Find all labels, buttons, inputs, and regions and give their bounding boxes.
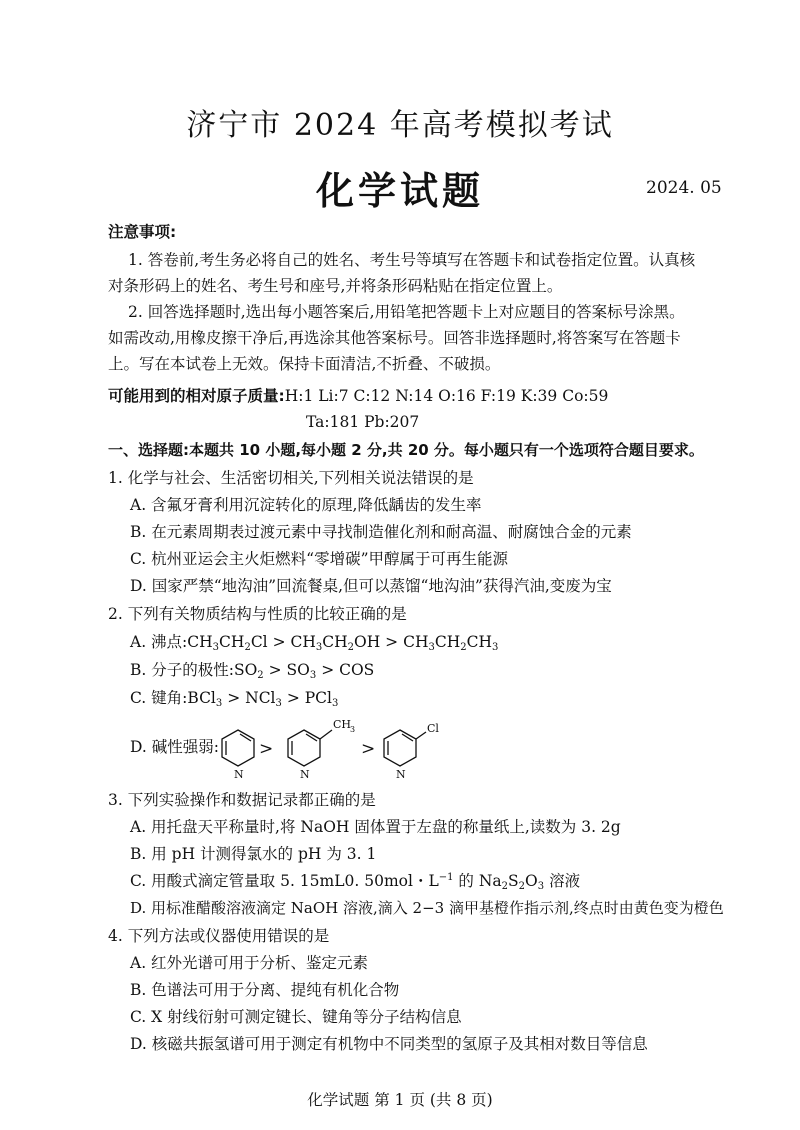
section-1-heading: 一、选择题:本题共 10 小题,每小题 2 分,共 20 分。每小题只有一个选项符合题目要求。 <box>108 441 704 459</box>
q1-stem: 1. 化学与社会、生活密切相关,下列相关说法错误的是 <box>108 469 474 487</box>
q2-option-d-structures <box>130 712 550 782</box>
q3-option-a: A. 用托盘天平称量时,将 NaOH 固体置于左盘的称量纸上,读数为 3. 2g <box>130 818 621 836</box>
q2-option-d-label: D. 碱性强弱: <box>130 738 219 756</box>
atomic-masses-values-2: Ta:181 Pb:207 <box>306 413 420 431</box>
q4-option-b: B. 色谱法可用于分离、提纯有机化合物 <box>130 981 400 999</box>
notice-item-2-line-2: 如需改动,用橡皮擦干净后,再选涂其他答案标号。回答非选择题时,将答案写在答题卡 <box>108 329 681 347</box>
exam-title: 济宁市 2024 年高考模拟考试 <box>186 108 614 143</box>
methylpyridine-ring <box>288 730 332 766</box>
pyridine-1-n: N <box>234 768 244 781</box>
atomic-masses-label: 可能用到的相对原子质量: <box>108 387 285 405</box>
q3-option-d: D. 用标准醋酸溶液滴定 NaOH 溶液,滴入 2−3 滴甲基橙作指示剂,终点时由黄色变为橙色 <box>130 899 724 917</box>
chloro-label: Cl <box>427 722 439 735</box>
atomic-masses-line-1 <box>108 386 608 406</box>
notice-item-2-line-3: 上。写在本试卷上无效。保持卡面清洁,不折叠、不破损。 <box>108 355 501 373</box>
notice-item-2-line-1: 2. 回答选择题时,选出每小题答案后,用铅笔把答题卡上对应题目的答案标号涂黑。 <box>128 303 685 321</box>
q2-option-c: C. 键角:BCl$_3$ > NCl$_3$ > PCl$_3$ <box>130 689 339 709</box>
q1-option-a: A. 含氟牙膏利用沉淀转化的原理,降低龋齿的发生率 <box>130 496 482 514</box>
q1-option-b: B. 在元素周期表过渡元素中寻找制造催化剂和耐高温、耐腐蚀合金的元素 <box>130 523 632 541</box>
q4-stem: 4. 下列方法或仪器使用错误的是 <box>108 927 330 945</box>
q3-option-b: B. 用 pH 计测得氯水的 pH 为 3. 1 <box>130 845 377 863</box>
chloropyridine-ring <box>384 730 426 766</box>
q1-option-c: C. 杭州亚运会主火炬燃料“零增碳”甲醇属于可再生能源 <box>130 550 509 568</box>
methyl-label: CH <box>333 718 352 731</box>
pyridine-structures-figure <box>130 712 550 782</box>
q2-option-a: A. 沸点$:CH_3CH_2Cl > CH_3CH_2OH > CH_3CH_2CH_3$ <box>130 633 499 653</box>
q3-option-c: C. 用酸式滴定管量取 5. 15mL0. 50mol・$L^{-1}$ 的 $Na_2S_2O_3$ 溶液 <box>130 872 581 892</box>
gt-sign-2: > <box>361 739 376 759</box>
q4-option-c: C. X 射线衍射可测定键长、键角等分子结构信息 <box>130 1008 462 1026</box>
notice-item-1-line-2: 对条形码上的姓名、考生号和座号,并将条形码粘贴在指定位置上。 <box>108 277 563 295</box>
q3-stem: 3. 下列实验操作和数据记录都正确的是 <box>108 791 376 809</box>
pyridine-3-n: N <box>396 768 406 781</box>
q1-option-d: D. 国家严禁“地沟油”回流餐桌,但可以蒸馏“地沟油”获得汽油,变废为宝 <box>130 577 612 595</box>
subject-title: 化学试题 <box>315 169 484 213</box>
notice-item-1-line-1: 1. 答卷前,考生务必将自己的姓名、考生号等填写在答题卡和试卷指定位置。认真核 <box>128 251 696 269</box>
q4-option-a: A. 红外光谱可用于分析、鉴定元素 <box>130 954 369 972</box>
gt-sign-1: > <box>259 739 274 759</box>
pyridine-ring-1 <box>222 730 254 766</box>
svg-text:3: 3 <box>350 725 356 734</box>
q4-option-d: D. 核磁共振氢谱可用于测定有机物中不同类型的氢原子及其相对数目等信息 <box>130 1035 648 1053</box>
atomic-masses-values-1: H:1 Li:7 C:12 N:14 O:16 F:19 K:39 Co:59 <box>284 387 609 405</box>
page-footer: 化学试题 第 1 页 (共 8 页) <box>307 1091 493 1109</box>
notice-heading: 注意事项: <box>108 223 177 241</box>
pyridine-2-n: N <box>300 768 310 781</box>
exam-date: 2024. 05 <box>646 178 722 198</box>
q2-stem: 2. 下列有关物质结构与性质的比较正确的是 <box>108 605 407 623</box>
q2-option-b: B. 分子的极性$:SO_2 > SO_3$ > COS <box>130 661 375 681</box>
